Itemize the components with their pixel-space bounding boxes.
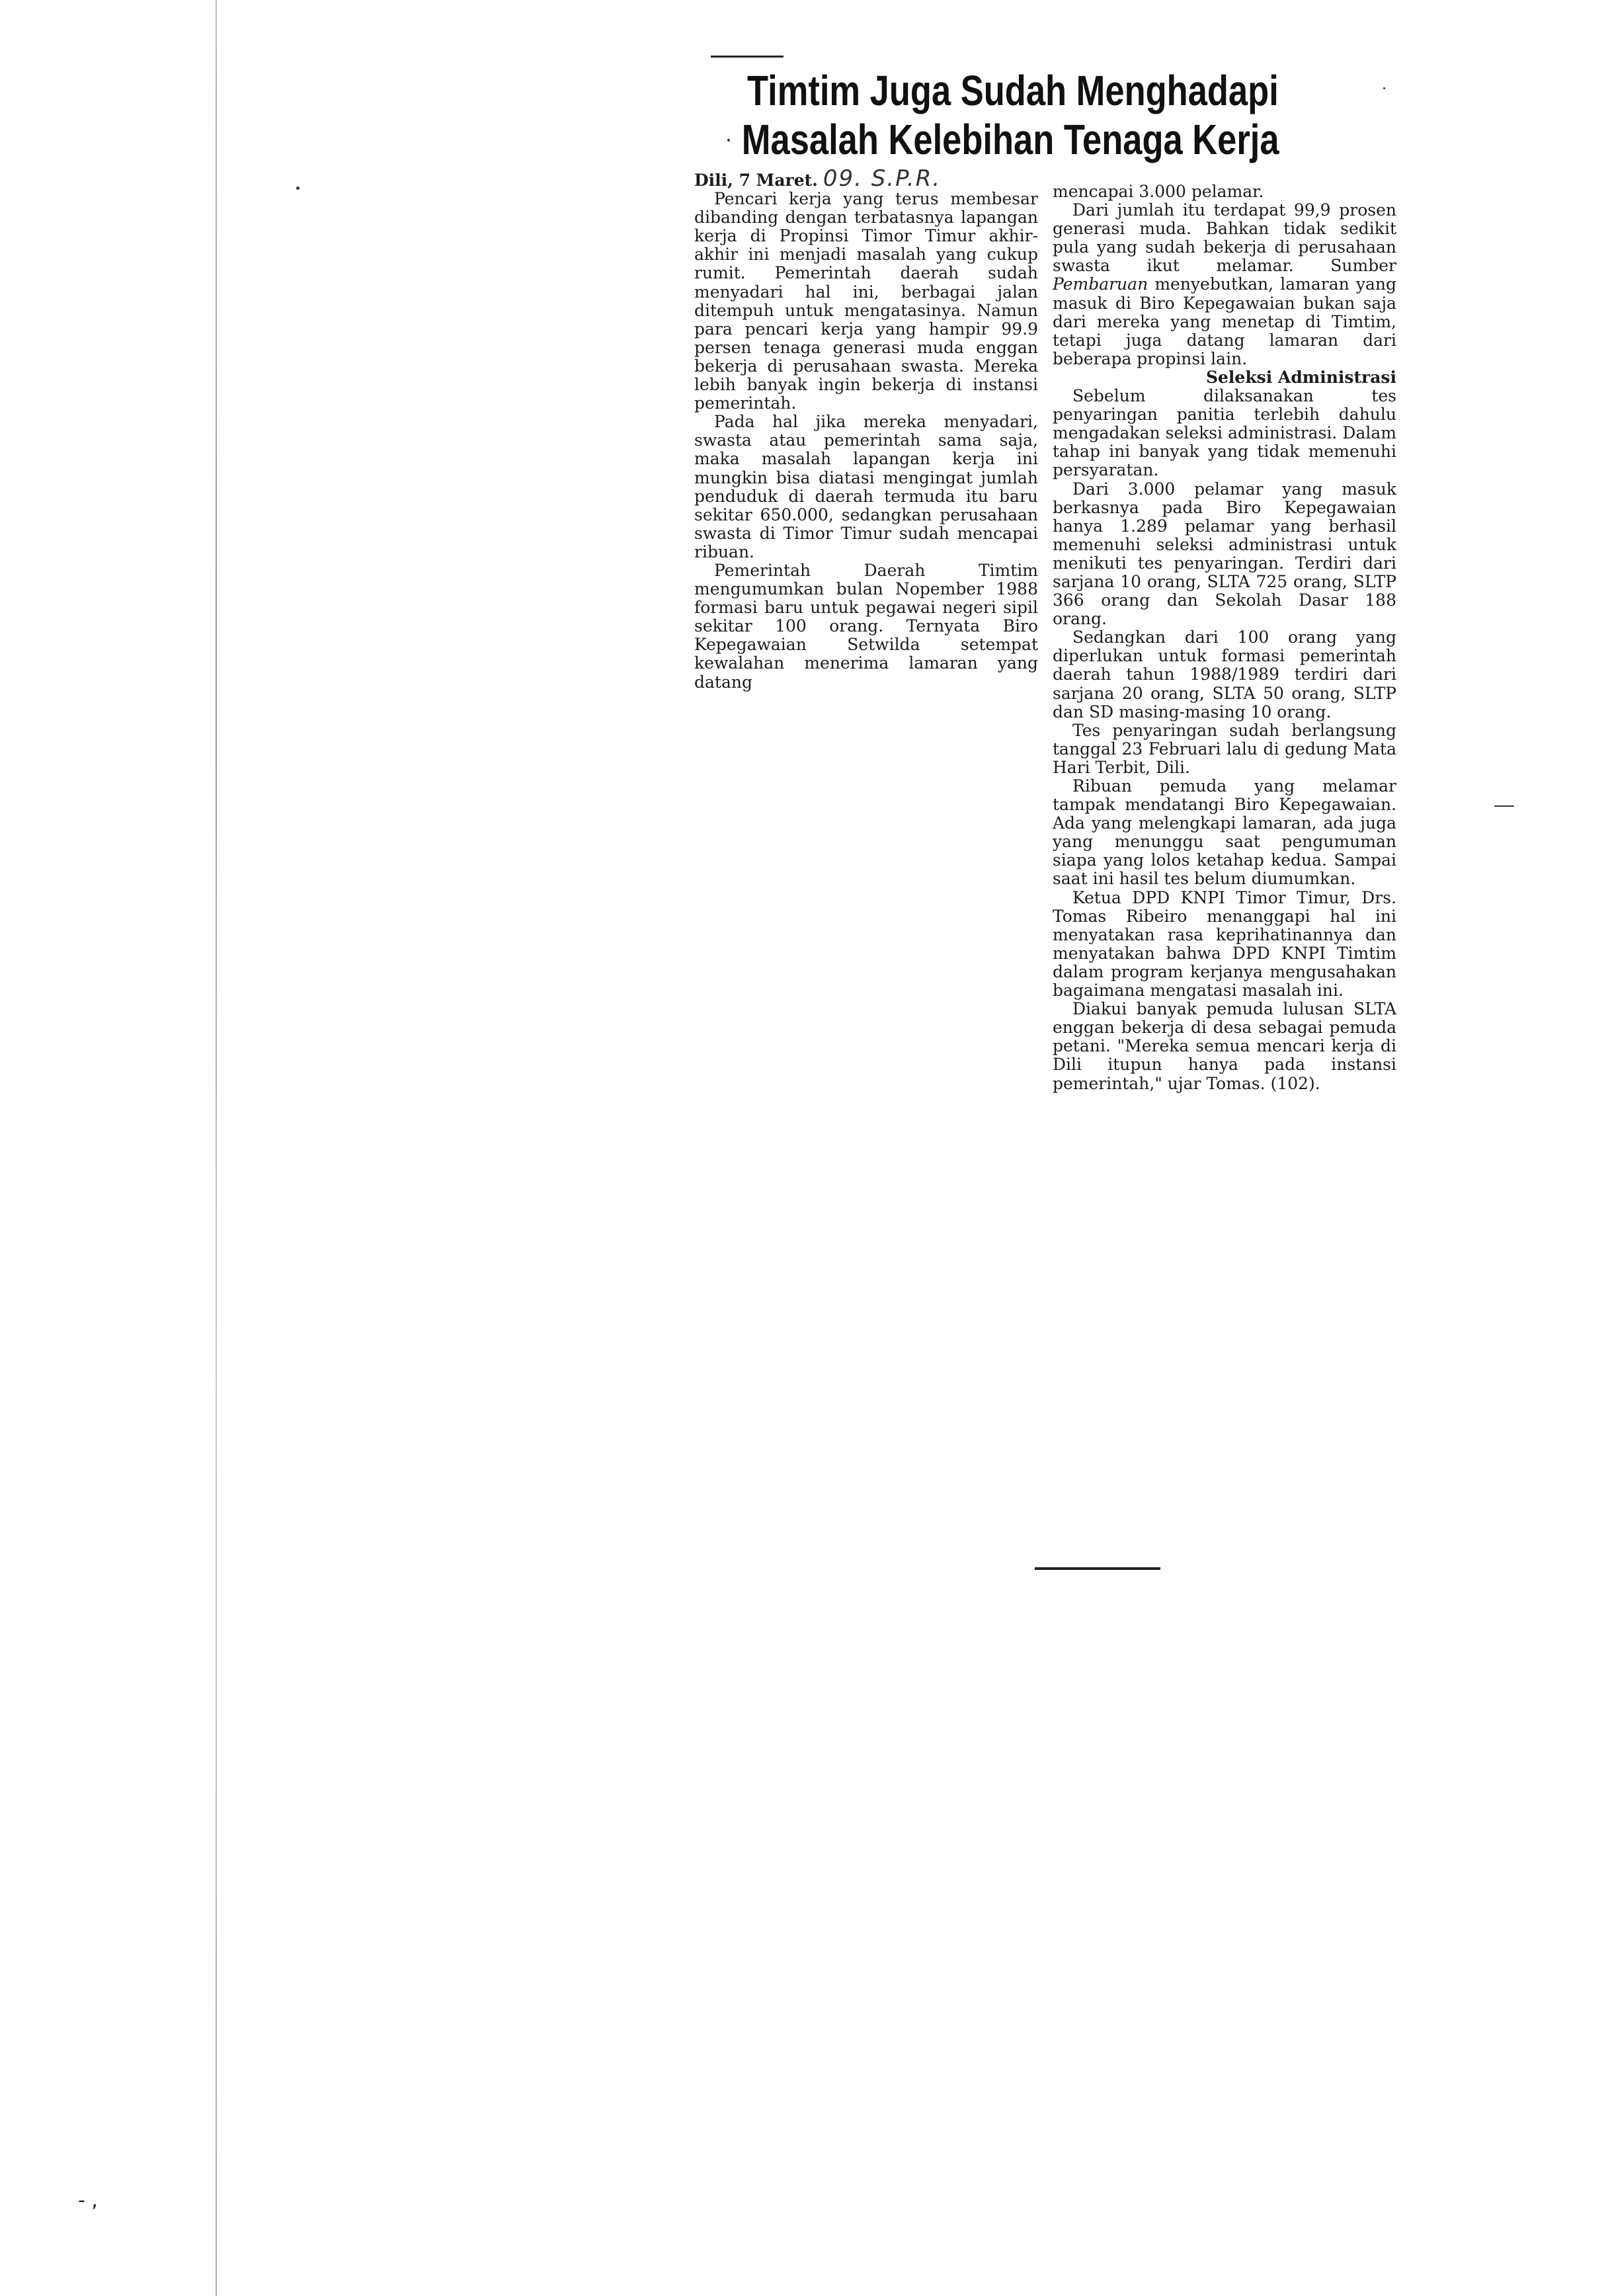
col2-sources-text-b: menyebutkan, lamaran yang masuk di Biro Kepegawaian bukan saja dari mereka yang menetap di Timtim, tetapi juga datang lamaran dari beberapa propinsi lain. xyxy=(1053,274,1396,368)
col1-paragraph-2: Pada hal jika mereka menyadari, swasta atau pemerintah sama saja, maka masalah lapangan kerja ini mungkin bisa diatasi mengingat jumlah penduduk di daerah termuda itu baru sekitar 650.000, sedangkan perusahaan swasta di Timor Timur sudah mencapai ribuan. xyxy=(694,412,1038,561)
col1-paragraph-3: Pemerintah Daerah Timtim mengumumkan bulan Nopember 1988 formasi baru untuk pegawai negeri sipil sekitar 100 orang. Ternyata Biro Kepegawaian Setwilda setempat kewalahan menerima lamaran yang datang xyxy=(694,560,1038,692)
headline xyxy=(741,66,1289,164)
col2-paragraph-3: Sedangkan dari 100 orang yang diperlukan untuk formasi pemerintah daerah tahun 1988/1989 terdiri dari sarjana 20 orang, SLTA 50 orang, SLTP dan SD masing-masing 10 orang. xyxy=(1053,628,1396,721)
headline-line-2: Masalah Kelebihan Tenaga Kerja xyxy=(741,116,1279,163)
col2-paragraph-1: Sebelum dilaksanakan tes penyaringan panitia terlebih dahulu mengadakan seleksi administrasi. Dalam tahap ini banyak yang tidak memenuhi persyaratan. xyxy=(1053,386,1396,480)
dateline-row xyxy=(694,165,1038,192)
subheading-seleksi-administrasi: Seleksi Administrasi xyxy=(1205,367,1396,387)
article-column-1 xyxy=(694,165,1038,692)
col2-paragraph-7: Diakui banyak pemuda lulusan SLTA enggan bekerja di desa sebagai pemuda petani. "Mereka semua mencari kerja di Dili itupun hanya pada instansi pemerintah," ujar Tomas. (102). xyxy=(1053,999,1396,1093)
col2-continuation: mencapai 3.000 pelamar. xyxy=(1053,182,1264,201)
article-column-2 xyxy=(1053,183,1396,1093)
dateline: Dili, 7 Maret. xyxy=(694,171,818,190)
col2-paragraph-sources xyxy=(1053,201,1396,368)
binding-margin-line xyxy=(216,0,217,2296)
scan-speck xyxy=(296,186,300,190)
handwritten-date-note: 09. S.P.R. xyxy=(823,165,942,192)
scan-speck xyxy=(1383,87,1385,89)
col2-paragraph-6: Ketua DPD KNPI Timor Timur, Drs. Tomas Ribeiro menanggapi hal ini menyatakan rasa keprihatinannya dan menyatakan bahwa DPD KNPI Timtim dalam program kerjanya mengusahakan bagaimana mengatasi masalah ini. xyxy=(1053,887,1396,1001)
margin-marks: - , xyxy=(78,2189,98,2212)
newspaper-name-pembaruan: Pembaruan xyxy=(1053,274,1148,294)
headline-line-1: Timtim Juga Sudah Menghadapi xyxy=(747,67,1279,114)
scan-speck xyxy=(1494,805,1514,807)
col2-paragraph-2: Dari 3.000 pelamar yang masuk berkasnya pada Biro Kepegawaian hanya 1.289 pelamar yang berhasil memenuhi seleksi administrasi untuk menikuti tes penyaringan. Terdiri dari sarjana 10 orang, SLTA 725 orang, SLTP 366 orang dan Sekolah Dasar 188 orang. xyxy=(1053,479,1396,629)
bottom-rule xyxy=(1035,1567,1160,1570)
col2-sources-text-a: Dari jumlah itu terdapat 99,9 prosen generasi muda. Bahkan tidak sedikit pula yang sudah bekerja di perusahaan swasta ikut melamar. Sumber xyxy=(1053,200,1396,276)
col1-paragraph-1: Pencari kerja yang terus membesar dibanding dengan terbatasnya lapangan kerja di Propinsi Timor Timur akhir-akhir ini menjadi masalah yang cukup rumit. Pemerintah daerah sudah menyadari hal ini, berbagai jalan ditempuh untuk mengatasinya. Namun para pencari kerja yang hampir 99.9 persen tenaga generasi muda enggan bekerja di perusahaan swasta. Mereka lebih banyak ingin bekerja di instansi pemerintah. xyxy=(694,189,1038,413)
top-rule xyxy=(711,56,784,58)
scan-speck xyxy=(727,139,730,142)
col2-paragraph-4: Tes penyaringan sudah berlangsung tanggal 23 Februari lalu di gedung Mata Hari Terbit, Dili. xyxy=(1053,720,1396,777)
col2-paragraph-5: Ribuan pemuda yang melamar tampak mendatangi Biro Kepegawaian. Ada yang melengkapi lamaran, ada juga yang menunggu saat pengumuman siapa yang lolos ketahap kedua. Sampai saat ini hasil tes belum diumumkan. xyxy=(1053,776,1396,889)
